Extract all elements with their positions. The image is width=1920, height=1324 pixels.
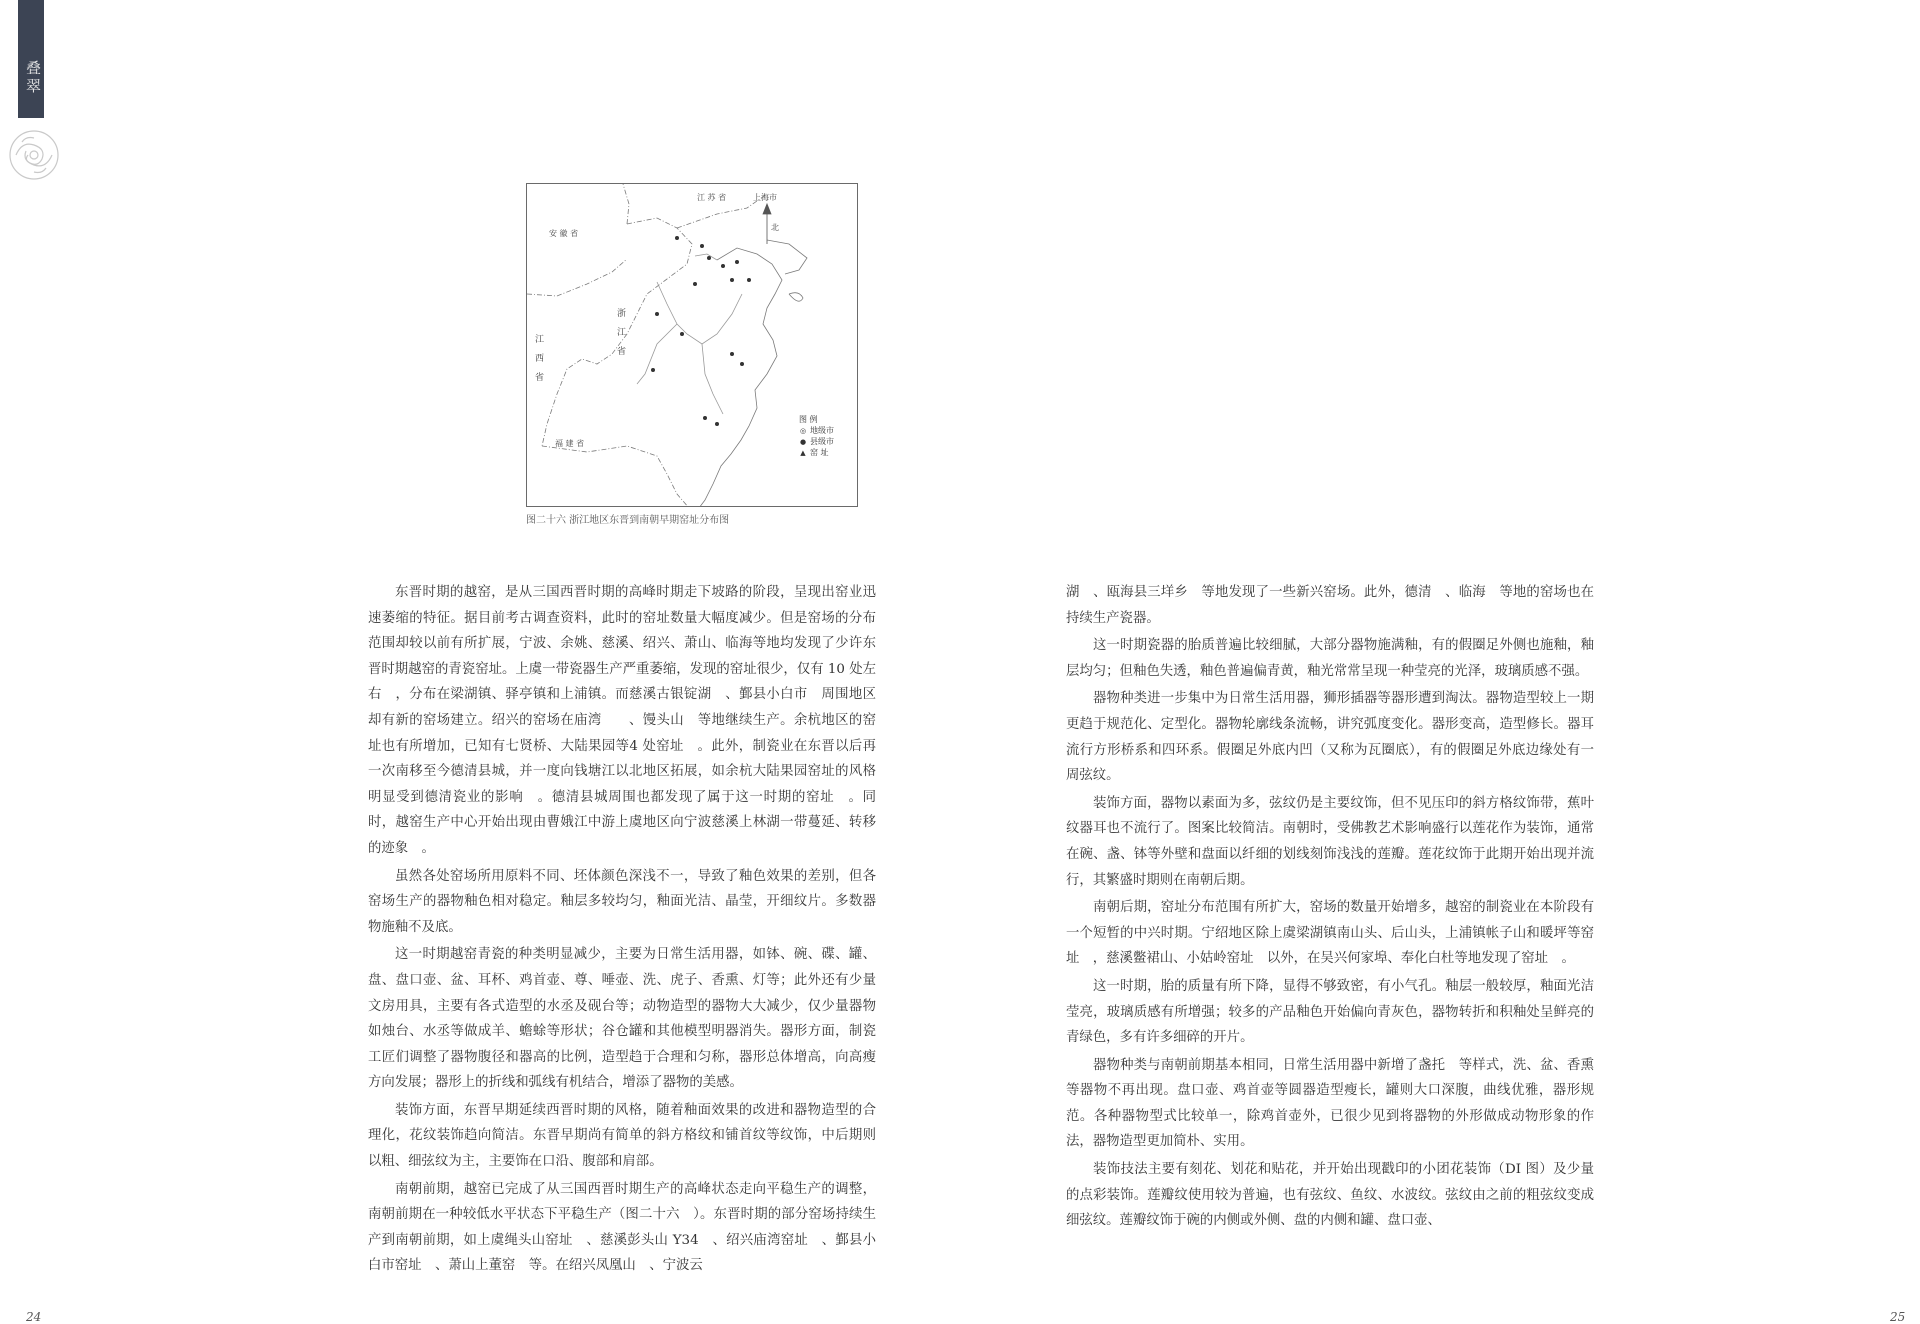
map-label-anhui: 安 徽 省 <box>549 229 579 238</box>
paragraph: 装饰方面，东晋早期延续西晋时期的风格，随着釉面效果的改进和器物造型的合理化，花纹装饰趋向简洁。东晋早期尚有简单的斜方格纹和铺首纹等纹饰，中后期则以粗、细弦纹为主，主要饰在口沿、腹部和肩部。 <box>368 1102 876 1170</box>
paragraph: 虽然各处窑场所用原料不同、坯体颜色深浅不一，导致了釉色效果的差别，但各窑场生产的器物釉色相对稳定。釉层多较均匀，釉面光洁、晶莹，开细纹片。多数器物施釉不及底。 <box>368 868 876 935</box>
paragraph: 装饰技法主要有刻花、划花和贴花，并开始出现戳印的小团花装饰（DI 图）及少量的点彩装饰。莲瓣纹使用较为普遍，也有弦纹、鱼纹、水波纹。弦纹由之前的粗弦纹变成细弦纹。莲瓣纹饰于碗的内侧或外侧、盘的内侧和罐、盘口壶、 <box>1066 1162 1594 1229</box>
page-number-right: 25 <box>1890 1310 1906 1324</box>
side-tab-text: 叠翠 <box>24 60 42 96</box>
map-label-jiangxi: 江西省 <box>533 334 543 391</box>
left-page-column <box>368 580 876 1281</box>
map-label-north: 北 <box>771 223 779 232</box>
figure-caption: 图二十六 浙江地区东晋到南朝早期窑址分布图 <box>526 515 730 526</box>
legend-label: 窑 址 <box>810 448 829 457</box>
paragraph: 器物种类进一步集中为日常生活用器，狮形插器等器形遭到淘汰。器物造型较上一期更趋于规范化、定型化。器物轮廓线条流畅，讲究弧度变化。器形变高，造型修长。器耳流行方形桥系和四环系。假圈足外底内凹（又称为瓦圈底），有的假圈足外底边缘处有一周弦纹。 <box>1066 691 1594 784</box>
paragraph: 东晋时期的越窑，是从三国西晋时期的高峰时期走下坡路的阶段，呈现出窑业迅速萎缩的特征。据目前考古调查资料，此时的窑址数量大幅度减少。但是窑场的分布范围却较以前有所扩展，宁波、余姚、慈溪、绍兴、萧山、临海等地均发现了少许东晋时期越窑的青瓷窑址。上虞一带瓷器生产严重萎缩，发现的窑址很少，仅有 10 处左右 ，分布在梁湖镇、驿亭镇和上浦镇。而慈溪古银锭湖 、鄞县小白市 周围地区却有新的窑场建立。绍兴的窑场在庙湾 、馒头山 等地继续生产。余杭地区的窑址也有所增加，已知有七贤桥、大陆果园等4 处窑址 。此外，制瓷业在东晋以后再一次南移至今德清县城，并一度向钱塘江以北地区拓展，如余杭大陆果园窑址的风格明显受到德清瓷业的影响 。德清县城周围也都发现了属于这一时期的窑址 。同时，越窑生产中心开始出现由曹娥江中游上虞地区向宁波慈溪上林湖一带蔓延、转移的迹象 。 <box>368 585 876 856</box>
kiln-site-icon: ▲ <box>800 448 806 457</box>
prefecture-city-icon: ◎ <box>799 426 807 435</box>
cloud-ornament-icon <box>6 124 62 186</box>
paragraph: 这一时期越窑青瓷的种类明显减少，主要为日常生活用器，如钵、碗、碟、罐、盘、盘口壶、盆、耳杯、鸡首壶、尊、唾壶、洗、虎子、香熏、灯等；此外还有少量文房用具，主要有各式造型的水丞及砚台等；动物造型的器物大大减少，仅少量器物如烛台、水丞等做成羊、蟾蜍等形状；谷仓罐和其他模型明器消失。器形方面，制瓷工匠们调整了器物腹径和器高的比例，造型趋于合理和匀称，器形总体增高，向高瘦方向发展；器形上的折线和弧线有机结合，增添了器物的美感。 <box>368 947 876 1091</box>
county-city-icon: ● <box>799 437 807 446</box>
side-section-tab <box>18 0 44 118</box>
page-number-left: 24 <box>26 1310 42 1324</box>
map-label-shanghai: 上海市 <box>753 193 777 202</box>
paragraph: 器物种类与南朝前期基本相同，日常生活用器中新增了盏托 等样式，洗、盆、香熏等器物不再出现。盘口壶、鸡首壶等圆器造型瘦长，罐则大口深腹，曲线优雅，器形规范。各种器物型式比较单一，除鸡首壶外，已很少见到将器物的外形做成动物形象的作法，器物造型更加简朴、实用。 <box>1066 1057 1594 1150</box>
legend-label: 县级市 <box>810 437 834 446</box>
legend-title <box>799 414 834 425</box>
map-label-fujian: 福 建 省 <box>555 439 585 448</box>
legend-item <box>799 447 834 458</box>
map-legend <box>799 414 834 458</box>
map-label-zhejiang: 浙江省 <box>615 308 625 365</box>
legend-label: 地级市 <box>810 426 834 435</box>
legend-item <box>799 436 834 447</box>
paragraph: 这一时期瓷器的胎质普遍比较细腻，大部分器物施满釉，有的假圈足外侧也施釉，釉层均匀；但釉色失透，釉色普遍偏青黄，釉光常常呈现一种莹亮的光泽，玻璃质感不强。 <box>1066 638 1594 679</box>
right-page-column <box>1066 580 1594 1236</box>
legend-title-text: 图 例 <box>799 415 818 424</box>
map-label-jiangsu: 江 苏 省 <box>697 193 727 202</box>
paragraph: 湖 、瓯海县三垟乡 等地发现了一些新兴窑场。此外，德清 、临海 等地的窑场也在持续生产瓷器。 <box>1066 585 1594 626</box>
paragraph: 南朝后期，窑址分布范围有所扩大，窑场的数量开始增多，越窑的制瓷业在本阶段有一个短暂的中兴时期。宁绍地区除上虞梁湖镇南山头、后山头，上浦镇帐子山和暖坪等窑址 ，慈溪鳖裙山、小姑岭窑址 以外，在吴兴何家埠、奉化白杜等地发现了窑址 。 <box>1066 900 1594 967</box>
kiln-distribution-map <box>526 183 858 507</box>
legend-item <box>799 425 834 436</box>
paragraph: 装饰方面，器物以素面为多，弦纹仍是主要纹饰，但不见压印的斜方格纹饰带，蕉叶纹器耳也不流行了。图案比较简洁。南朝时，受佛教艺术影响盛行以莲花作为装饰，通常在碗、盏、钵等外壁和盘面以纤细的划线刻饰浅浅的莲瓣。莲花纹饰于此期开始出现并流行，其繁盛时期则在南朝后期。 <box>1066 795 1594 888</box>
paragraph: 这一时期，胎的质量有所下降，显得不够致密，有小气孔。釉层一般较厚，釉面光洁莹亮，玻璃质感有所增强；较多的产品釉色开始偏向青灰色，器物转折和积釉处呈鲜亮的青绿色，多有许多细碎的开片。 <box>1066 978 1594 1046</box>
paragraph: 南朝前期，越窑已完成了从三国西晋时期生产的高峰状态走向平稳生产的调整，南朝前期在一种较低水平状态下平稳生产（图二十六 ）。东晋时期的部分窑场持续生产到南朝前期，如上虞绳头山窑址 、慈溪彭头山 Y34 、绍兴庙湾窑址 、鄞县小白市窑址 、萧山上董窑 等。在绍兴凤凰山 、宁波云 <box>368 1181 876 1274</box>
